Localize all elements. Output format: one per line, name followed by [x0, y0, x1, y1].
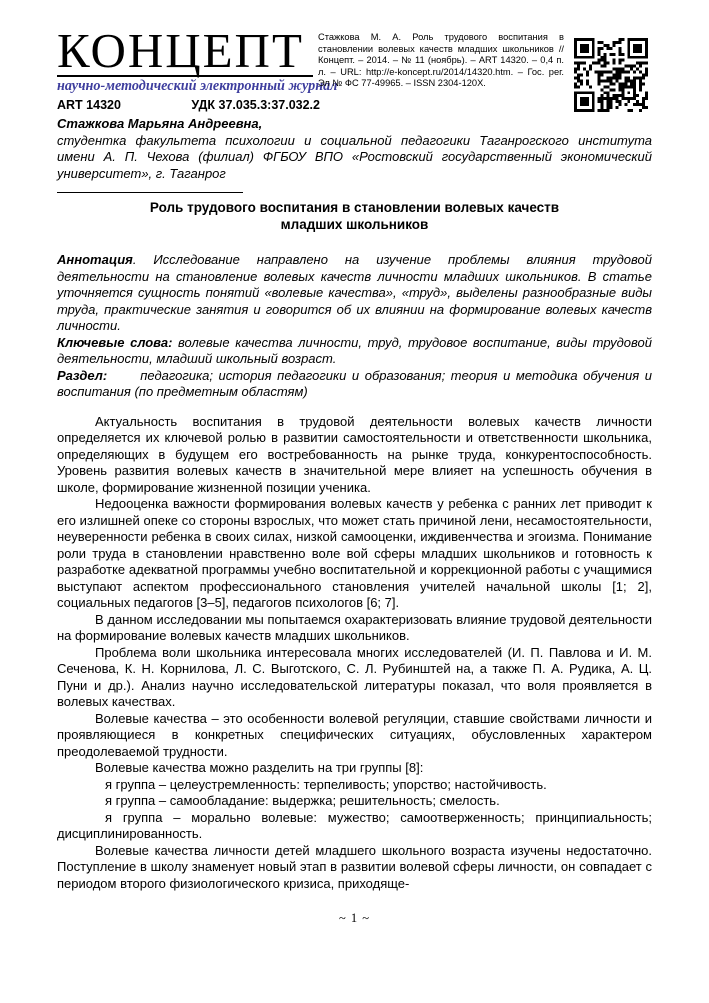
- art-udk-row: [57, 98, 320, 112]
- title-separator-rule: [57, 192, 243, 193]
- paragraph: Актуальность воспитания в трудовой деятельности волевых качеств личности определяется их ключевой ролью в развитии самостоятельности и ответственности школьника, определяющих в будущем его востребованность на рынке труда, конкурентоспособность. Уровень развития волевых качеств в значительной мере влияет на успешность обучения в школе, формирование жизненной позиции ученика.: [57, 413, 652, 495]
- paragraph: В данном исследовании мы попытаемся охарактеризовать влияние трудовой деятельности на формирование волевых качеств младших школьников.: [57, 611, 652, 643]
- journal-header: [57, 24, 652, 116]
- list-item: я группа – целеустремленность: терпеливость; упорство; настойчивость.: [105, 776, 547, 792]
- author-name: Стажкова Марьяна Андреевна,: [57, 116, 263, 131]
- groups-intro: Волевые качества можно разделить на три группы [8]:: [95, 760, 424, 775]
- udk-number: УДК 37.035.3:37.032.2: [191, 98, 320, 112]
- article-title: Роль трудового воспитания в становлении волевых качеств младших школьников: [149, 200, 560, 232]
- journal-tagline: научно-методический электронный журнал: [57, 78, 338, 94]
- paragraph: Проблема воли школьника интересовала многих исследователей (И. П. Павлова и И. М. Сеченова, К. Н. Корнилова, Л. С. Выготского, С. Л. Рубинштей на, а также П. А. Рудика, А. Ц. Пуни и др.). Анализ научно исследовательской литературы показал, что воля проявляется в волевых качествах.: [57, 644, 652, 709]
- abstract-label: Аннотация: [57, 252, 133, 267]
- citation-block: Стажкова М. А. Роль трудового воспитания в становлении волевых качеств младших школьников // Концепт. – 2014. – № 11 (ноябрь). – ART 14320. – 0,4 п. л. – URL: http://e-koncept.ru/2014/14320.htm. – Гос. рег. Эл № ФС 77-49965. – ISSN 2304-120X.: [318, 32, 564, 89]
- abstract: [57, 252, 652, 335]
- list-item: я группа – самообладание: выдержка; решительность; смелость.: [105, 793, 500, 808]
- article-body: [57, 414, 652, 893]
- page-number: ~ 1 ~: [338, 911, 371, 925]
- section-label: Раздел:: [57, 367, 108, 383]
- paragraph: Волевые качества – это особенности волевой регуляции, ставшие свойствами личности и проявляющиеся в конкретных специфических ситуациях, обусловленных характером преодолеваемой трудности.: [57, 710, 652, 759]
- paragraph: Волевые качества личности детей младшего школьного возраста изучены недостаточно. Поступление в школу знаменует новый этап в развитии волевой сферы личности, он совпадает с периодом второго физиологического кризиса, приходяще-: [57, 842, 652, 891]
- list-item: я группа – морально волевые: мужество; самоотверженность; принципиальность; дисциплинированность.: [57, 809, 652, 841]
- author-affiliation: студентка факультета психологии и социальной педагогики Таганрогского института имени А. П. Чехова (филиал) ФГБОУ ВПО «Ростовский государственный экономический университет», г. Таганрог: [57, 132, 652, 181]
- art-number: ART 14320: [57, 98, 121, 112]
- article-meta: [57, 252, 652, 401]
- keywords-label: Ключевые слова:: [57, 334, 173, 350]
- section: [57, 368, 652, 401]
- abstract-text: . Исследование направлено на изучение проблемы влияния трудовой деятельности на становление волевых качеств личности младших школьников. В статье уточняется сущность понятий «волевые качества», «труд», выделены разнообразные виды труда, практические занятия и говорится об их влиянии на формирование волевых качеств личности.: [57, 252, 652, 333]
- keywords: [57, 335, 652, 368]
- journal-logo-title: КОНЦЕПТ: [57, 23, 304, 78]
- journal-logo: [57, 23, 338, 112]
- section-text: педагогика; история педагогики и образования; теория и методика обучения и воспитания (по предметным областям): [57, 367, 652, 399]
- keywords-text: волевые качества личности, труд, трудовое воспитание, виды трудовой деятельности, младший школьный возраст.: [57, 334, 652, 366]
- qr-code: [574, 38, 648, 112]
- paragraph: Недооценка важности формирования волевых качеств у ребенка с ранних лет приводит к его излишней опеке со стороны взрослых, что может стать причиной лени, несамостоятельности, неуверенности ребенка в своих силах, низкой самооценки, иждивенчества и эгоизма. Понимание роли труда в становлении нравственно воле вой сферы младших школьников и готовность к разработке адекватной программы учебно воспитательной и коррекционной работы с учащимися выступают аспектом профессионального становления учителей начальной школы [1; 2], социальных педагогов [3–5], педагогов психологов [6; 7].: [57, 496, 652, 610]
